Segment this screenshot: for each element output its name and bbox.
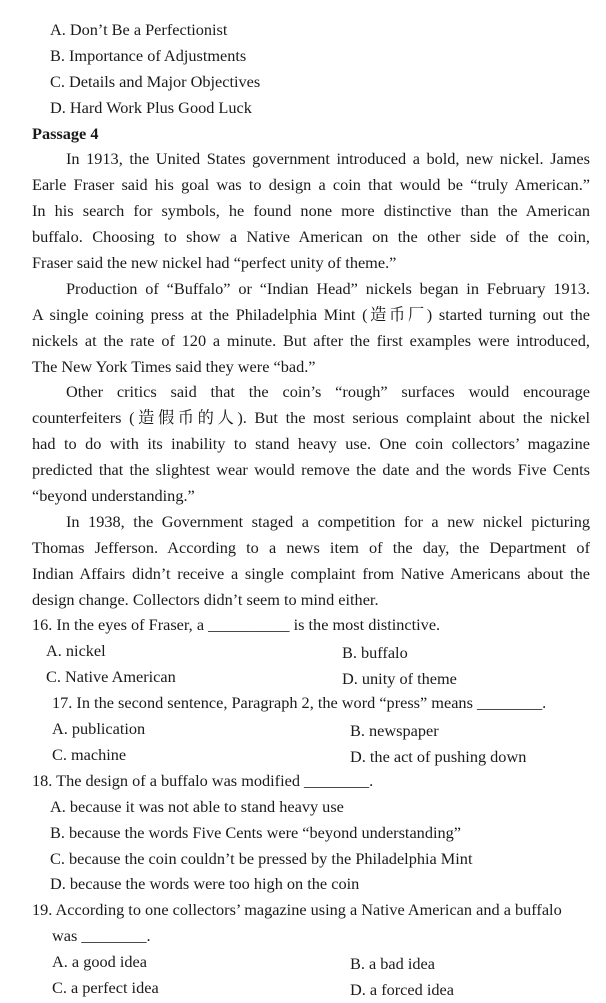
question-19-continued: was ________. xyxy=(52,926,151,946)
question-17-options-row xyxy=(0,742,606,768)
passage-line: Fraser said the new nickel had “perfect unity of theme.” xyxy=(32,253,397,273)
option-d: D. because the words were too high on the coin xyxy=(50,874,360,894)
passage-line: had to do with its inability to stand heavy use. One coin collectors’ magazine xyxy=(32,434,590,454)
question-16-options-row xyxy=(0,638,606,664)
option-a: A. because it was not able to stand heavy use xyxy=(50,796,344,816)
option-a: A. nickel xyxy=(46,641,106,661)
passage-title: Passage 4 xyxy=(32,123,99,143)
option-d: D. the act of pushing down xyxy=(350,746,527,766)
option-c: C. because the coin couldn’t be pressed by the Philadelphia Mint xyxy=(50,848,473,868)
passage-line: design change. Collectors didn’t seem to mind either. xyxy=(32,589,379,609)
option-d: D. a forced idea xyxy=(350,979,454,999)
passage-line: counterfeiters (造假币的人). But the most serious complaint about the nickel xyxy=(32,408,590,428)
question-17: 17. In the second sentence, Paragraph 2, the word “press” means ________. xyxy=(52,693,547,713)
passage-line: In his search for symbols, he found none more distinctive than the American xyxy=(32,201,590,221)
option-a: A. Don’t Be a Perfectionist xyxy=(50,20,228,39)
passage-line: buffalo. Choosing to show a Native American on the other side of the coin, xyxy=(32,227,590,247)
option-a: A. publication xyxy=(52,719,146,739)
passage-line: Indian Affairs didn’t receive a single complaint from Native Americans about the xyxy=(32,563,590,583)
question-16-options-row xyxy=(0,664,606,690)
option-b: B. a bad idea xyxy=(350,954,435,974)
passage-line: A single coining press at the Philadelphia Mint (造币厂) started turning out the xyxy=(32,304,590,324)
question-16: 16. In the eyes of Fraser, a __________ is the most distinctive. xyxy=(32,615,441,635)
option-b: B. Importance of Adjustments xyxy=(50,45,247,65)
option-b: B. buffalo xyxy=(342,643,408,663)
passage-line: In 1938, the Government staged a competition for a new nickel picturing xyxy=(66,511,590,531)
option-c: C. Native American xyxy=(46,667,176,687)
question-18: 18. The design of a buffalo was modified ________. xyxy=(32,770,374,790)
option-b: B. because the words Five Cents were “beyond understanding” xyxy=(50,822,461,842)
exam-page xyxy=(0,17,606,1001)
question-17-options-row xyxy=(0,716,606,742)
passage-line: Thomas Jefferson. According to a news item of the day, the Department of xyxy=(32,537,590,557)
option-a: A. a good idea xyxy=(52,952,147,972)
option-d: D. Hard Work Plus Good Luck xyxy=(50,97,252,117)
passage-line: Earle Fraser said his goal was to design a coin that would be “truly American.” xyxy=(32,175,590,195)
passage-line: Other critics said that the coin’s “rough” surfaces would encourage xyxy=(66,382,590,402)
question-19-options-row xyxy=(0,975,606,1001)
passage-line: “beyond understanding.” xyxy=(32,486,195,506)
question-19: 19. According to one collectors’ magazine using a Native American and a buffalo xyxy=(32,900,562,920)
question-19-options-row xyxy=(0,949,606,975)
option-c: C. machine xyxy=(52,744,127,764)
option-d: D. unity of theme xyxy=(342,669,457,689)
option-b: B. newspaper xyxy=(350,721,439,741)
option-c: C. a perfect idea xyxy=(52,977,159,997)
passage-line: predicted that the slightest wear would remove the date and the words Five Cents xyxy=(32,460,590,480)
passage-line: nickels at the rate of 120 a minute. But after the first examples were introduced, xyxy=(32,330,590,350)
option-c: C. Details and Major Objectives xyxy=(50,71,261,91)
passage-line: In 1913, the United States government introduced a bold, new nickel. James xyxy=(66,149,590,169)
passage-line: Production of “Buffalo” or “Indian Head” nickels began in February 1913. xyxy=(66,278,590,298)
passage-line: The New York Times said they were “bad.” xyxy=(32,356,316,376)
